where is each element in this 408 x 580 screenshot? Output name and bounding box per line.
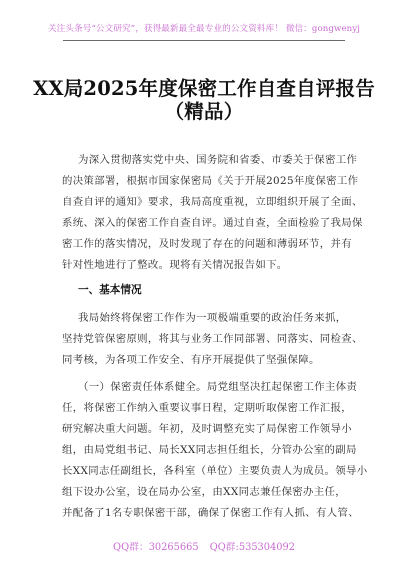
- footer-contacts: [0, 539, 408, 553]
- paragraph-line: 系统、深入的保密工作自查自评。通过自查，全面检验了我局保: [62, 217, 363, 229]
- document-title: [0, 77, 408, 123]
- paragraph-line: 研究解决重大问题。年初，及时调整充实了局保密工作领导小: [62, 423, 352, 435]
- paragraph-line: （一）保密责任体系健全。局党组坚决扛起保密工作主体责: [78, 381, 358, 393]
- header-banner: 关注头条号“公文研究”，获得最新最全最专业的公文资料库！ 微信：gongwenyj: [47, 24, 361, 34]
- paragraph-line: 并配备了1名专职保密干部，确保了保密工作有人抓、有人管、: [62, 507, 359, 519]
- footer-qq-group-2[interactable]: QQ群:535304092: [209, 542, 295, 553]
- paragraph-line: 我局始终将保密工作作为一项极端重要的政治任务来抓，: [78, 312, 347, 324]
- paragraph-line: 任，将保密工作纳入重要议事日程，定期听取保密工作汇报，: [62, 402, 352, 414]
- paragraph-line: 长XX同志任副组长，各科室（单位）主要负责人为成员。领导小: [62, 465, 368, 477]
- header-divider: [63, 40, 345, 41]
- footer-qq-group-1[interactable]: QQ群：30265665: [113, 542, 199, 553]
- section-heading: 一、基本情况: [78, 284, 142, 296]
- paragraph-line: 组下设办公室，设在局办公室，由XX同志兼任保密办主任，: [62, 486, 347, 498]
- title-line-1: XX局2025年度保密工作自查自评报告: [33, 77, 375, 100]
- paragraph-line: 自查自评的通知》要求，我局高度重视，立即组织开展了全面、: [62, 196, 363, 208]
- paragraph-line: 坚持党管保密原则，将其与业务工作同部署、同落实、同检查、: [62, 333, 363, 345]
- paragraph-line: 组，由局党组书记、局长XX同志担任组长，分管办公室的副局: [62, 444, 357, 456]
- title-line-2: （精品）: [164, 100, 244, 123]
- paragraph-line: 同考核，为各项工作安全、有序开展提供了坚强保障。: [62, 354, 320, 366]
- paragraph-line: 的决策部署，根据市国家保密局《关于开展2025年度保密工作: [62, 175, 359, 187]
- paragraph-line: 为深入贯彻落实党中央、国务院和省委、市委关于保密工作: [78, 154, 358, 166]
- paragraph-line: 针对性地进行了整改。现将有关情况报告如下。: [62, 259, 288, 271]
- paragraph-line: 密工作的落实情况，及时发现了存在的问题和薄弱环节，并有: [62, 238, 352, 250]
